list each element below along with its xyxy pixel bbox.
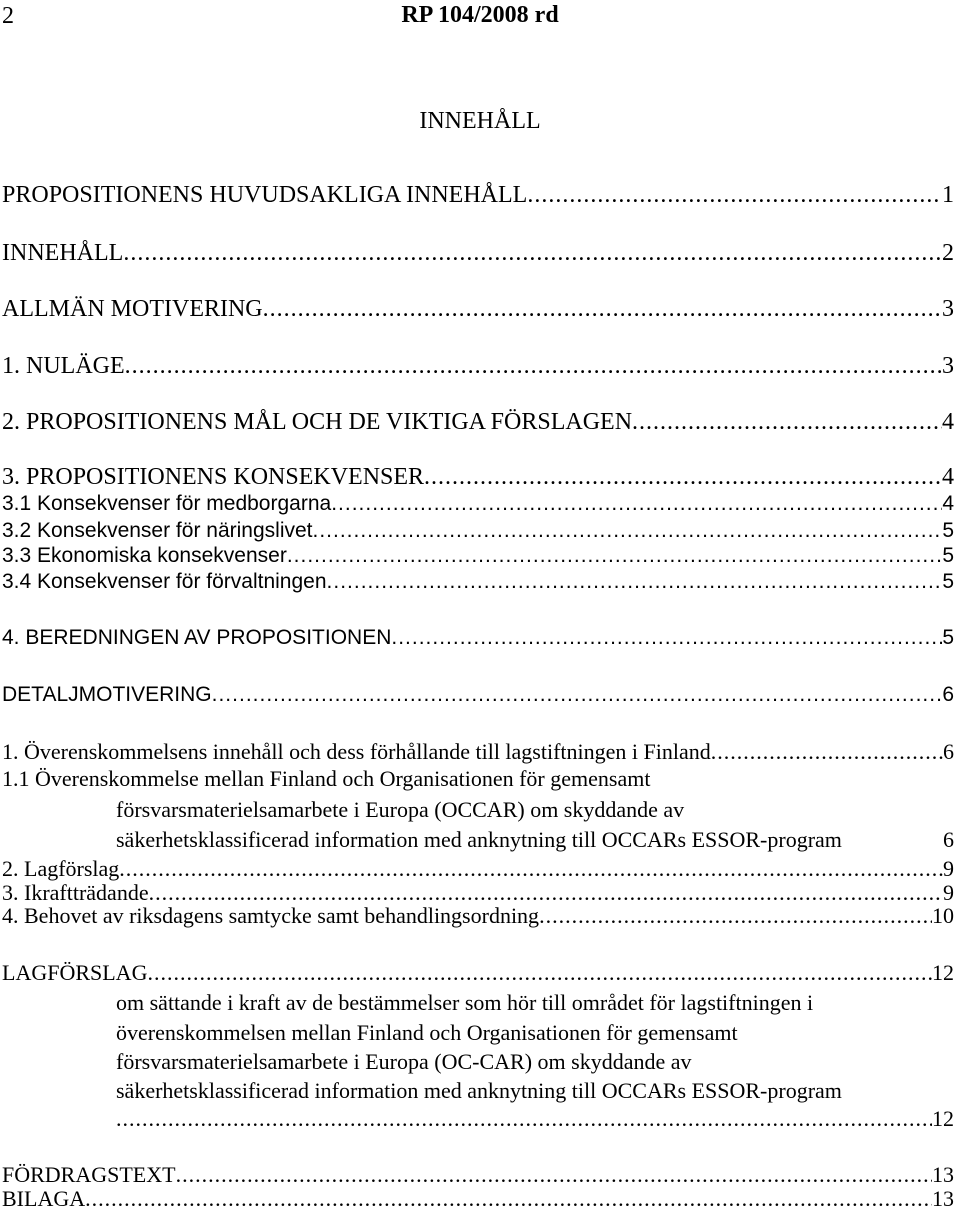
toc-entry-page: 5	[942, 544, 954, 567]
toc-entry-page: 4	[942, 492, 954, 515]
toc-entry-text: 3.4 Konsekvenser för förvaltningen	[2, 570, 327, 593]
toc-entry-line[interactable]: försvarsmaterielsamarbete i Europa (OC-CAR) om skyddande av	[116, 1049, 692, 1074]
toc-entry-text: 3.3 Ekonomiska konsekvenser	[2, 544, 287, 567]
dot-leader	[263, 296, 942, 323]
toc-entry-page: 3	[942, 296, 954, 322]
toc-entry-page: 12	[932, 1106, 954, 1131]
toc-entry-text: LAGFÖRSLAG	[2, 960, 148, 985]
toc-entry-text: 2. PROPOSITIONENS MÅL OCH DE VIKTIGA FÖRSLAGEN	[2, 409, 633, 435]
toc-entry-page: 10	[932, 903, 954, 928]
toc-entry[interactable]	[2, 570, 954, 594]
toc-entry-page: 6	[943, 827, 954, 852]
toc-entry-line[interactable]: säkerhetsklassificerad information med anknytning till OCCARs ESSOR-program	[116, 1078, 842, 1103]
dot-leader	[85, 1186, 932, 1212]
dot-leader	[119, 856, 943, 882]
toc-entry-text: 1. NULÄGE	[2, 353, 125, 379]
toc-entry[interactable]	[2, 856, 954, 882]
toc-entry-text: FÖRDRAGSTEXT	[2, 1162, 176, 1187]
toc-entry-page: 12	[932, 960, 954, 985]
toc-entry-page: 9	[943, 880, 954, 905]
toc-entry-page: 9	[943, 856, 954, 881]
toc-entry[interactable]	[2, 464, 954, 491]
toc-entry-text: DETALJMOTIVERING	[2, 683, 212, 706]
running-header: RP 104/2008 rd	[401, 2, 559, 28]
toc-entry[interactable]	[2, 544, 954, 568]
toc-entry-page: 4	[942, 464, 954, 490]
toc-entry[interactable]	[116, 1106, 954, 1132]
dot-leader	[125, 353, 942, 380]
toc-entry-text: 4. BEREDNINGEN AV PROPOSITIONEN	[2, 626, 392, 649]
toc-entry-page: 1	[942, 182, 954, 208]
toc-entry[interactable]	[2, 960, 954, 986]
toc-entry-text: PROPOSITIONENS HUVUDSAKLIGA INNEHÅLL	[2, 182, 528, 208]
toc-entry-page: 5	[942, 570, 954, 593]
toc-entry[interactable]	[116, 827, 954, 853]
dot-leader	[632, 409, 942, 436]
toc-entry[interactable]	[2, 296, 954, 323]
toc-title: INNEHÅLL	[419, 108, 541, 134]
toc-entry[interactable]	[2, 1162, 954, 1188]
toc-entry-line[interactable]: försvarsmaterielsamarbete i Europa (OCCAR) om skyddande av	[116, 797, 685, 822]
page-number: 2	[2, 3, 14, 29]
dot-leader	[116, 1106, 932, 1132]
toc-entry-text: 4. Behovet av riksdagens samtycke samt behandlingsordning	[2, 903, 540, 928]
dot-leader	[327, 570, 943, 594]
toc-entry-page: 13	[932, 1162, 954, 1187]
toc-entry-page: 4	[942, 409, 954, 435]
toc-entry-line[interactable]: 1.1 Överenskommelse mellan Finland och Organisationen för gemensamt	[2, 766, 651, 791]
toc-entry[interactable]	[2, 492, 954, 516]
toc-entry[interactable]	[2, 240, 954, 267]
dot-leader	[212, 683, 943, 707]
toc-entry-page: 2	[942, 240, 954, 266]
toc-entry-text: 3. PROPOSITIONENS KONSEKVENSER	[2, 464, 425, 490]
toc-entry[interactable]	[2, 903, 954, 929]
toc-entry-line[interactable]: om sättande i kraft av de bestämmelser som hör till området för lagstiftningen i	[116, 990, 814, 1015]
dot-leader	[123, 240, 942, 267]
toc-entry-page: 3	[942, 353, 954, 379]
dot-leader	[539, 903, 932, 929]
dot-leader	[176, 1162, 932, 1188]
toc-entry[interactable]	[2, 1186, 954, 1212]
toc-entry-page: 13	[932, 1186, 954, 1211]
toc-entry-text: 1. Överenskommelsens innehåll och dess förhållande till lagstiftningen i Finland	[2, 739, 711, 764]
dot-leader	[711, 739, 943, 765]
toc-entry[interactable]	[2, 182, 954, 209]
dot-leader	[147, 960, 932, 986]
toc-entry-page: 6	[942, 683, 954, 706]
toc-entry-text: säkerhetsklassificerad information med anknytning till OCCARs ESSOR-program	[116, 827, 842, 852]
dot-leader	[527, 182, 942, 209]
toc-entry[interactable]	[2, 409, 954, 436]
toc-entry-text: 3.1 Konsekvenser för medborgarna	[2, 492, 332, 515]
dot-leader	[424, 464, 942, 491]
toc-entry-text: INNEHÅLL	[2, 240, 124, 266]
toc-entry-text: 2. Lagförslag	[2, 856, 120, 881]
dot-leader	[313, 519, 943, 543]
toc-entry[interactable]	[2, 519, 954, 543]
toc-entry-text: ALLMÄN MOTIVERING	[2, 296, 263, 322]
toc-entry-page: 5	[942, 626, 954, 649]
dot-leader	[391, 626, 942, 650]
dot-leader	[287, 544, 943, 568]
toc-entry[interactable]	[2, 626, 954, 650]
toc-entry-page: 6	[943, 739, 954, 764]
toc-entry-line[interactable]: överenskommelsen mellan Finland och Organisationen för gemensamt	[116, 1020, 738, 1045]
toc-entry-text: BILAGA	[2, 1186, 86, 1211]
toc-entry-page: 5	[942, 519, 954, 542]
toc-entry[interactable]	[2, 353, 954, 380]
toc-entry[interactable]	[2, 683, 954, 707]
toc-entry-text: 3.2 Konsekvenser för näringslivet	[2, 519, 313, 542]
toc-entry[interactable]	[2, 739, 954, 765]
dot-leader	[331, 492, 942, 516]
toc-entry-text: 3. Ikraftträdande	[2, 880, 149, 905]
